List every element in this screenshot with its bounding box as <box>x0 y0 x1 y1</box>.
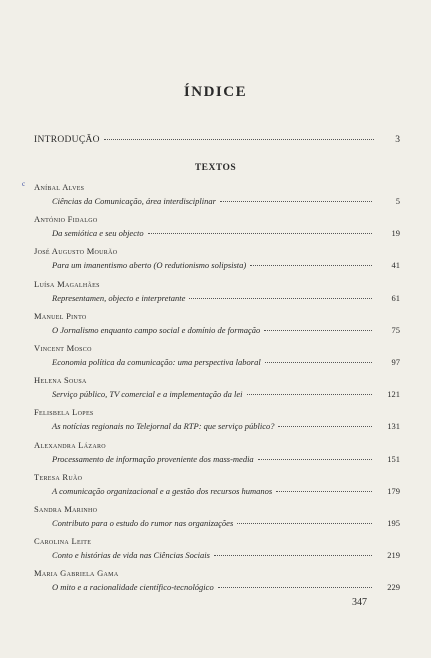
entry-work-title: Processamento de informação proveniente dos mass-media <box>52 453 254 464</box>
entry-work-line <box>34 419 400 433</box>
entry-work-line <box>34 323 400 337</box>
dot-leader <box>104 139 374 140</box>
entry-page-number: 61 <box>391 292 400 303</box>
entry-work-line <box>34 452 400 466</box>
toc-entry <box>34 374 400 406</box>
entry-work-line <box>34 580 400 594</box>
entry-page-number: 75 <box>391 324 400 335</box>
page-title: ÍNDICE <box>183 84 248 100</box>
entry-page-number: 41 <box>391 260 400 271</box>
entry-work-line <box>34 387 400 401</box>
entry-author: Felisbela Lopes <box>34 407 94 418</box>
intro-page-number: 3 <box>395 135 400 145</box>
dot-leader <box>237 523 372 524</box>
entry-author: Manuel Pinto <box>34 310 87 321</box>
entry-page-number: 195 <box>387 517 400 528</box>
entry-page-number: 19 <box>391 228 400 239</box>
entry-author: António Fidalgo <box>34 214 98 225</box>
toc-entry <box>34 471 400 503</box>
toc-entry <box>34 535 400 567</box>
entry-page-number: 131 <box>387 421 400 432</box>
toc-entry <box>34 245 400 277</box>
toc-entry <box>34 567 400 599</box>
entry-work-title: A comunicação organizacional e a gestão dos recursos humanos <box>52 485 273 496</box>
toc-entries <box>34 181 400 599</box>
entry-work-title: Ciências da Comunicação, área interdisciplinar <box>52 196 216 206</box>
entry-work-title: Para um imanentismo aberto (O redutionismo solipsista) <box>52 260 247 271</box>
intro-label: INTRODUÇÃO <box>34 135 100 145</box>
dot-leader <box>278 426 372 427</box>
toc-intro-entry <box>34 135 400 145</box>
entry-work-line <box>34 484 400 498</box>
entry-author: Sandra Marinho <box>34 503 98 514</box>
entry-author: José Augusto Mourão <box>34 246 118 257</box>
entry-work-line <box>34 226 400 240</box>
entry-author: Vincent Mosco <box>34 342 92 353</box>
entry-author: Maria Gabriela Gama <box>34 568 119 579</box>
dot-leader <box>265 362 372 363</box>
margin-mark: c <box>22 180 26 188</box>
entry-page-number: 229 <box>387 582 400 593</box>
entry-work-title: O Jornalismo enquanto campo social e domínio de formação <box>52 324 261 335</box>
dot-leader <box>148 233 372 234</box>
toc-entry <box>34 342 400 374</box>
entry-author: Aníbal Alves <box>34 182 85 192</box>
entry-work-line <box>34 355 400 369</box>
dot-leader <box>258 459 372 460</box>
dot-leader <box>250 265 372 266</box>
toc-entry <box>34 503 400 535</box>
dot-leader <box>218 587 372 588</box>
entry-work-title: Economia política da comunicação: uma perspectiva laboral <box>52 356 261 367</box>
entry-work-title: Contributo para o estudo do rumor nas organizações <box>52 517 234 528</box>
dot-leader <box>189 298 372 299</box>
toc-entry <box>34 181 400 213</box>
dot-leader <box>247 394 373 395</box>
entry-work-line <box>34 516 400 530</box>
entry-work-title: Serviço público, TV comercial e a implementação da lei <box>52 389 243 400</box>
entry-work-title: Representamen, objecto e interpretante <box>52 292 186 303</box>
toc-entry <box>34 406 400 438</box>
page-folio-number: 347 <box>352 597 367 608</box>
toc-entry <box>34 278 400 310</box>
dot-leader <box>214 555 372 556</box>
entry-work-title: Da semiótica e seu objecto <box>52 228 144 239</box>
entry-author: Carolina Leite <box>34 536 92 547</box>
entry-page-number: 179 <box>387 485 400 496</box>
entry-author: Luísa Magalhães <box>34 278 100 289</box>
entry-work-line <box>34 194 400 208</box>
toc-entry <box>34 439 400 471</box>
entry-work-title: Conto e histórias de vida nas Ciências Sociais <box>52 550 210 561</box>
toc-entry <box>34 213 400 245</box>
entry-page-number: 219 <box>387 550 400 561</box>
entry-page-number: 97 <box>391 356 400 367</box>
entry-work-line <box>34 291 400 305</box>
entry-work-title: O mito e a racionalidade científico-tecnológico <box>52 582 214 593</box>
dot-leader <box>264 330 372 331</box>
dot-leader <box>220 201 372 202</box>
entry-work-title: As notícias regionais no Telejornal da RTP: que serviço público? <box>52 421 275 432</box>
entry-page-number: 5 <box>395 196 400 206</box>
dot-leader <box>276 491 372 492</box>
entry-author: Helena Sousa <box>34 375 87 386</box>
entry-work-line <box>34 548 400 562</box>
entry-page-number: 151 <box>387 453 400 464</box>
entry-work-line <box>34 258 400 272</box>
entry-page-number: 121 <box>387 389 400 400</box>
entry-author: Alexandra Lázaro <box>34 439 106 450</box>
entry-author: Teresa Ruão <box>34 471 83 482</box>
toc-entry <box>34 310 400 342</box>
section-heading: TEXTOS <box>194 163 237 173</box>
